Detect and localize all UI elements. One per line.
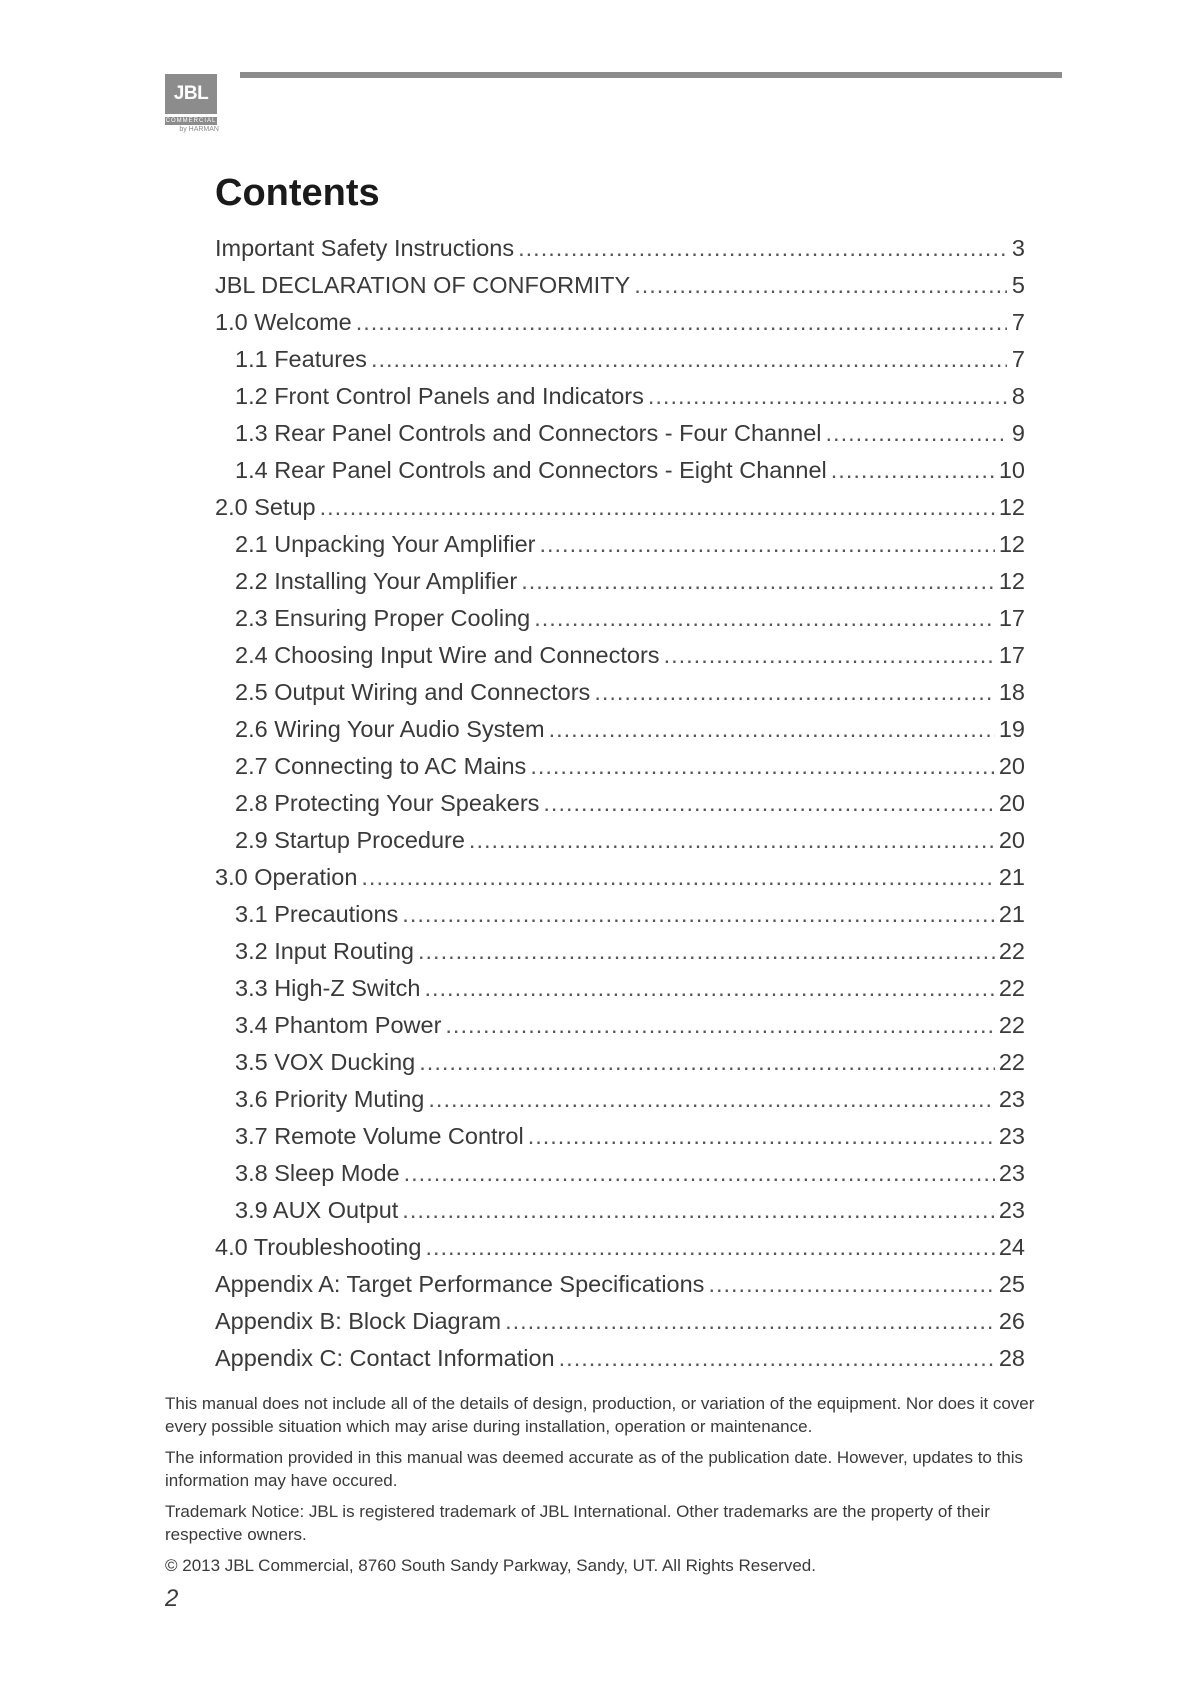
toc-leader-dots <box>418 933 995 970</box>
toc-entry[interactable] <box>215 267 1025 304</box>
toc-entry-page: 9 <box>1011 420 1025 446</box>
disclaimer-paragraph: This manual does not include all of the details of design, production, or variation of the equipment. Nor does it cover every possible situation which may arise during installation, operation or maintenance. <box>165 1394 1035 1436</box>
toc-entry-label: 3.3 High-Z Switch <box>235 975 421 1001</box>
table-of-contents <box>215 230 1025 1377</box>
toc-entry-page: 18 <box>998 679 1025 705</box>
toc-entry[interactable] <box>215 970 1025 1007</box>
toc-entry-label: 3.7 Remote Volume Control <box>235 1123 524 1149</box>
disclaimer-notes <box>165 1392 1063 1585</box>
toc-entry-page: 25 <box>998 1271 1025 1297</box>
toc-entry[interactable] <box>215 896 1025 933</box>
toc-entry-label: Appendix C: Contact Information <box>215 1345 555 1371</box>
logo-subtitle: COMMERCIAL <box>165 118 217 124</box>
toc-entry-label: 1.3 Rear Panel Controls and Connectors - Four Channel <box>235 420 822 446</box>
toc-leader-dots <box>356 304 1007 341</box>
toc-entry-page: 28 <box>998 1345 1025 1371</box>
toc-entry[interactable] <box>215 526 1025 563</box>
toc-entry[interactable] <box>215 933 1025 970</box>
jbl-commercial-logo <box>165 74 221 136</box>
toc-leader-dots <box>534 600 995 637</box>
toc-entry-label: 4.0 Troubleshooting <box>215 1234 422 1260</box>
toc-leader-dots <box>320 489 995 526</box>
toc-leader-dots <box>371 341 1007 378</box>
page-number: 2 <box>165 1585 179 1612</box>
toc-entry[interactable] <box>215 230 1025 267</box>
toc-leader-dots <box>539 526 994 563</box>
toc-entry[interactable] <box>215 1044 1025 1081</box>
toc-leader-dots <box>528 1118 995 1155</box>
toc-entry-page: 12 <box>998 531 1025 557</box>
toc-entry-page: 17 <box>998 605 1025 631</box>
toc-entry-label: 3.5 VOX Ducking <box>235 1049 416 1075</box>
toc-entry[interactable] <box>215 1340 1025 1377</box>
toc-leader-dots <box>505 1303 995 1340</box>
toc-entry-label: JBL DECLARATION OF CONFORMITY <box>215 272 631 298</box>
toc-entry-page: 23 <box>998 1160 1025 1186</box>
toc-leader-dots <box>664 637 995 674</box>
toc-leader-dots <box>445 1007 994 1044</box>
toc-entry-page: 19 <box>998 716 1025 742</box>
toc-entry-page: 5 <box>1011 272 1025 298</box>
toc-entry-page: 12 <box>998 568 1025 594</box>
toc-entry[interactable] <box>215 489 1025 526</box>
toc-entry[interactable] <box>215 415 1025 452</box>
toc-entry[interactable] <box>215 563 1025 600</box>
toc-entry[interactable] <box>215 674 1025 711</box>
toc-entry-page: 10 <box>998 457 1025 483</box>
toc-entry-label: Appendix B: Block Diagram <box>215 1308 502 1334</box>
toc-leader-dots <box>634 267 1007 304</box>
toc-entry-page: 26 <box>998 1308 1025 1334</box>
toc-entry-label: 1.1 Features <box>235 346 367 372</box>
toc-entry-label: 1.0 Welcome <box>215 309 352 335</box>
toc-entry-page: 23 <box>998 1197 1025 1223</box>
toc-entry-page: 21 <box>998 901 1025 927</box>
toc-entry-label: 2.7 Connecting to AC Mains <box>235 753 527 779</box>
toc-entry-page: 20 <box>998 827 1025 853</box>
toc-entry-label: 3.6 Priority Muting <box>235 1086 425 1112</box>
toc-entry-label: 2.4 Choosing Input Wire and Connectors <box>235 642 660 668</box>
toc-entry[interactable] <box>215 452 1025 489</box>
toc-entry-page: 7 <box>1011 309 1025 335</box>
toc-entry-page: 20 <box>998 753 1025 779</box>
toc-leader-dots <box>521 563 995 600</box>
toc-leader-dots <box>518 230 1007 267</box>
toc-entry-label: 2.1 Unpacking Your Amplifier <box>235 531 536 557</box>
toc-entry-label: 2.2 Installing Your Amplifier <box>235 568 518 594</box>
toc-leader-dots <box>549 711 995 748</box>
toc-entry-page: 17 <box>998 642 1025 668</box>
page-title: Contents <box>215 172 380 214</box>
toc-leader-dots <box>826 415 1007 452</box>
toc-leader-dots <box>469 822 995 859</box>
toc-entry-page: 20 <box>998 790 1025 816</box>
toc-leader-dots <box>428 1081 994 1118</box>
toc-entry-label: Important Safety Instructions <box>215 235 515 261</box>
toc-entry-page: 23 <box>998 1086 1025 1112</box>
toc-leader-dots <box>543 785 994 822</box>
toc-leader-dots <box>831 452 995 489</box>
toc-entry-page: 23 <box>998 1123 1025 1149</box>
toc-entry[interactable] <box>215 748 1025 785</box>
toc-leader-dots <box>530 748 995 785</box>
toc-entry[interactable] <box>215 1081 1025 1118</box>
disclaimer-paragraph: The information provided in this manual was deemed accurate as of the publication date. However, updates to this information may have occured. <box>165 1448 1024 1490</box>
toc-entry[interactable] <box>215 637 1025 674</box>
toc-leader-dots <box>419 1044 995 1081</box>
disclaimer-paragraph: © 2013 JBL Commercial, 8760 South Sandy Parkway, Sandy, UT. All Rights Reserved. <box>165 1556 816 1575</box>
header-rule <box>240 72 1062 78</box>
disclaimer-paragraph: Trademark Notice: JBL is registered trademark of JBL International. Other trademarks are the property of their respective owners. <box>165 1502 990 1544</box>
toc-entry[interactable] <box>215 822 1025 859</box>
toc-leader-dots <box>361 859 994 896</box>
toc-entry-page: 3 <box>1011 235 1025 261</box>
toc-entry-page: 12 <box>998 494 1025 520</box>
toc-entry[interactable] <box>215 859 1025 896</box>
toc-entry[interactable] <box>215 1229 1025 1266</box>
toc-entry[interactable] <box>215 711 1025 748</box>
toc-leader-dots <box>424 970 994 1007</box>
toc-leader-dots <box>648 378 1007 415</box>
toc-leader-dots <box>404 1155 995 1192</box>
toc-entry[interactable] <box>215 341 1025 378</box>
toc-entry-label: 2.3 Ensuring Proper Cooling <box>235 605 531 631</box>
toc-leader-dots <box>559 1340 995 1377</box>
toc-entry[interactable] <box>215 1192 1025 1229</box>
toc-entry-label: 1.4 Rear Panel Controls and Connectors - Eight Channel <box>235 457 827 483</box>
toc-entry-label: 2.0 Setup <box>215 494 316 520</box>
toc-leader-dots <box>402 1192 995 1229</box>
toc-entry-label: 3.8 Sleep Mode <box>235 1160 400 1186</box>
toc-leader-dots <box>425 1229 994 1266</box>
toc-entry[interactable] <box>215 1155 1025 1192</box>
toc-entry-label: 3.9 AUX Output <box>235 1197 399 1223</box>
toc-entry-page: 22 <box>998 975 1025 1001</box>
toc-entry-page: 22 <box>998 1012 1025 1038</box>
toc-entry-label: 2.8 Protecting Your Speakers <box>235 790 540 816</box>
toc-leader-dots <box>402 896 995 933</box>
toc-entry-label: 3.4 Phantom Power <box>235 1012 442 1038</box>
toc-entry-label: 2.9 Startup Procedure <box>235 827 465 853</box>
toc-entry[interactable] <box>215 785 1025 822</box>
toc-entry[interactable] <box>215 1007 1025 1044</box>
toc-entry[interactable] <box>215 1266 1025 1303</box>
toc-entry-page: 24 <box>998 1234 1025 1260</box>
toc-leader-dots <box>708 1266 994 1303</box>
toc-entry-label: 1.2 Front Control Panels and Indicators <box>235 383 644 409</box>
toc-entry-label: 3.2 Input Routing <box>235 938 414 964</box>
toc-entry-label: 3.0 Operation <box>215 864 358 890</box>
logo-mark: JBL <box>165 74 217 114</box>
toc-entry-label: 2.5 Output Wiring and Connectors <box>235 679 591 705</box>
toc-entry-page: 22 <box>998 938 1025 964</box>
toc-entry-page: 7 <box>1011 346 1025 372</box>
toc-leader-dots <box>594 674 995 711</box>
toc-entry[interactable] <box>215 1118 1025 1155</box>
logo-byline: by HARMAN <box>179 126 219 133</box>
toc-entry-label: 2.6 Wiring Your Audio System <box>235 716 545 742</box>
toc-entry[interactable] <box>215 600 1025 637</box>
toc-entry-label: 3.1 Precautions <box>235 901 399 927</box>
toc-entry-page: 22 <box>998 1049 1025 1075</box>
toc-entry[interactable] <box>215 378 1025 415</box>
toc-entry-page: 8 <box>1011 383 1025 409</box>
toc-entry[interactable] <box>215 1303 1025 1340</box>
toc-entry-label: Appendix A: Target Performance Specifications <box>215 1271 705 1297</box>
toc-entry-page: 21 <box>998 864 1025 890</box>
toc-entry[interactable] <box>215 304 1025 341</box>
